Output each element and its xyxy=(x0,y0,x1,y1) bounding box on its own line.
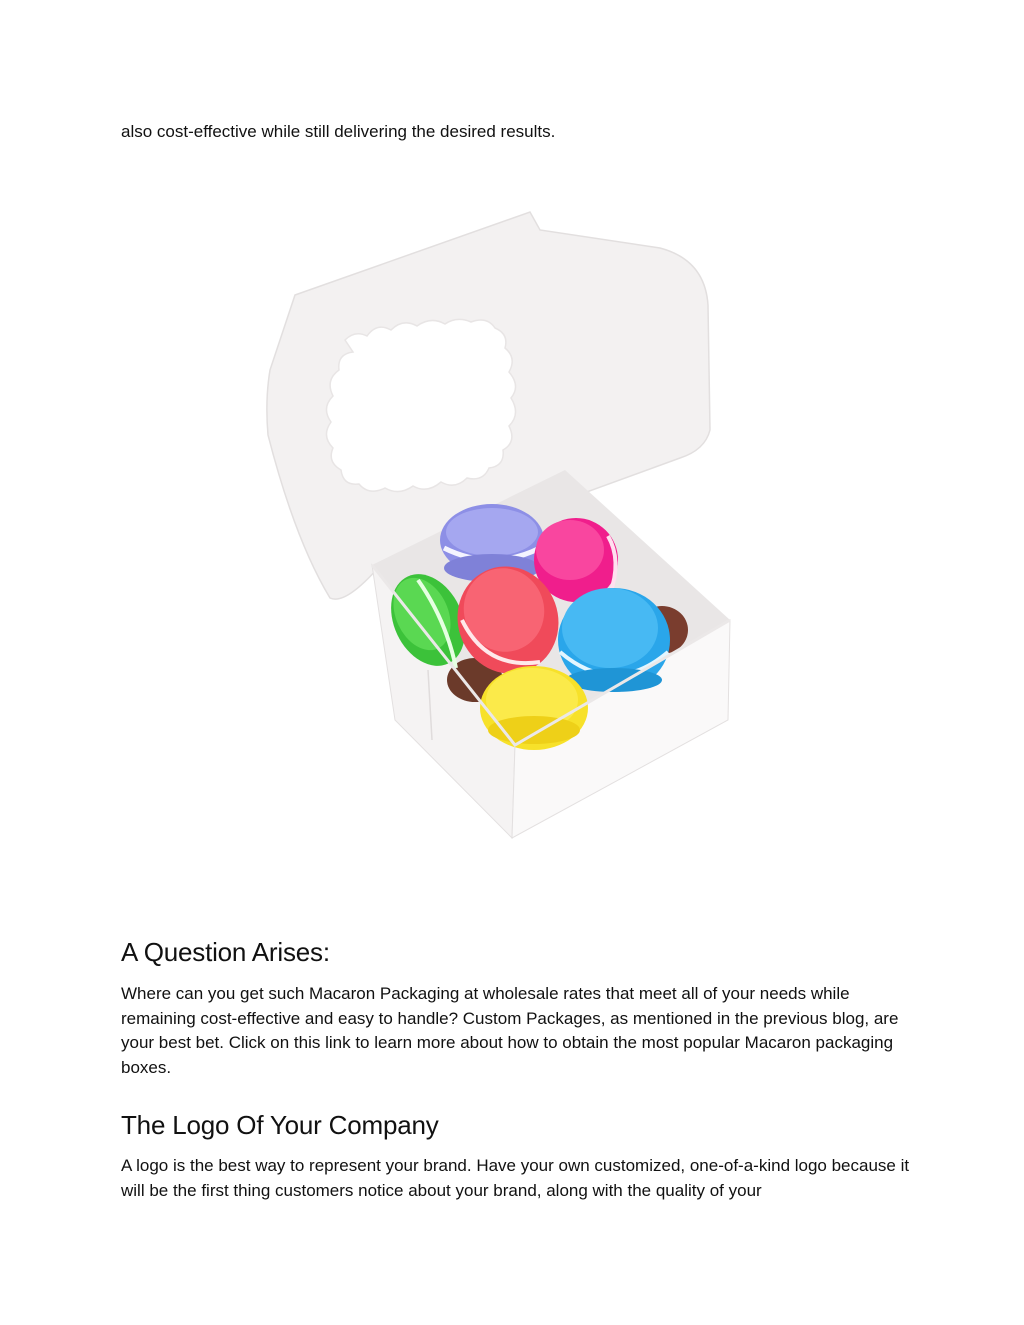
section-heading-logo: The Logo Of Your Company xyxy=(121,1110,439,1140)
section-paragraph-logo: A logo is the best way to represent your brand. Have your own customized, one-of-a-kind logo because it will be the first thing customers notice about your brand, along with the quality of your xyxy=(121,1156,910,1200)
macaron-box-image xyxy=(250,200,750,850)
macaron-blue xyxy=(558,588,670,692)
section-heading-question: A Question Arises: xyxy=(121,937,330,967)
section-paragraph-question: Where can you get such Macaron Packaging at wholesale rates that meet all of your needs while remaining cost-effective and easy to handle? Custom Packages, as mentioned in the previous blog, are your best bet. Click on this link to learn more about how to obtain the most popular Macaron packaging boxes. xyxy=(121,984,899,1077)
intro-paragraph: also cost-effective while still delivering the desired results. xyxy=(121,122,556,141)
macaron-yellow xyxy=(480,666,588,750)
